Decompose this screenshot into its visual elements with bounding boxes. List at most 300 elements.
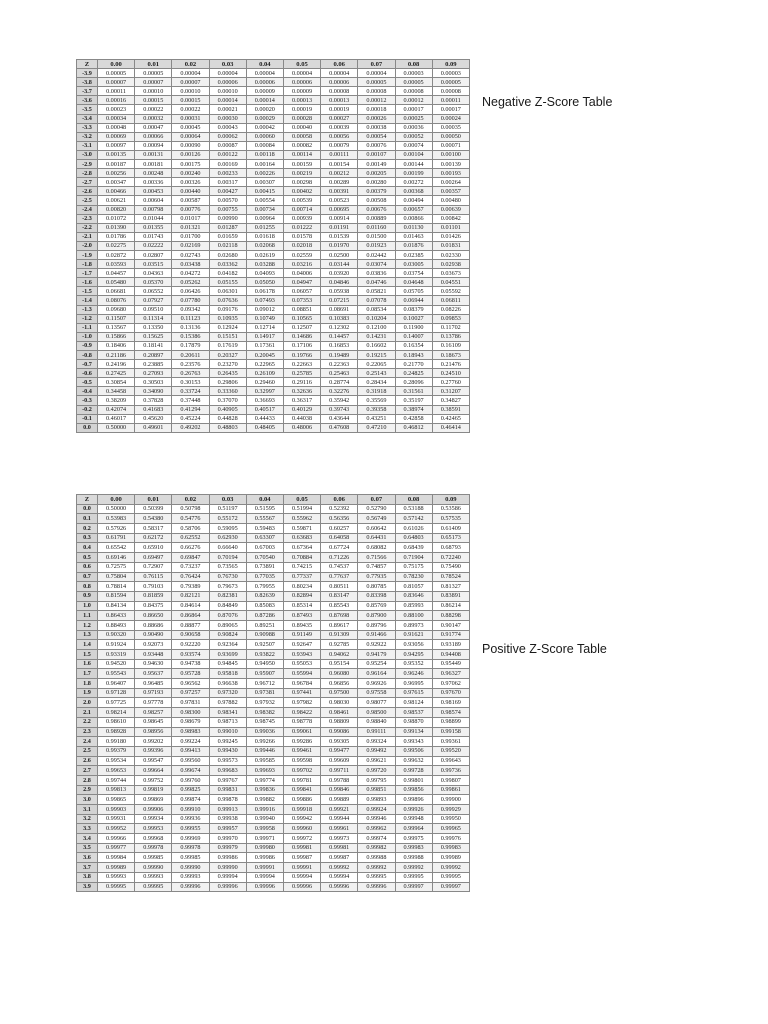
probability-cell: 0.99990 — [209, 863, 246, 873]
probability-cell: 0.00126 — [172, 150, 209, 159]
probability-cell: 0.95543 — [98, 669, 135, 679]
table-row — [77, 232, 470, 241]
probability-cell: 0.00030 — [209, 114, 246, 123]
probability-cell: 0.00014 — [246, 96, 283, 105]
probability-cell: 0.86864 — [172, 611, 209, 621]
probability-cell: 0.34458 — [98, 387, 135, 396]
probability-cell: 0.27425 — [98, 369, 135, 378]
probability-cell: 0.50798 — [172, 504, 209, 514]
probability-cell: 0.89973 — [395, 620, 432, 630]
probability-cell: 0.99767 — [209, 775, 246, 785]
probability-cell: 0.00480 — [432, 196, 469, 205]
table-row — [77, 630, 470, 640]
z-value-cell: 1.4 — [77, 640, 98, 650]
probability-cell: 0.83646 — [395, 591, 432, 601]
probability-cell: 0.00317 — [209, 178, 246, 187]
probability-cell: 0.00076 — [358, 141, 395, 150]
probability-cell: 0.79673 — [209, 582, 246, 592]
column-header: 0.07 — [358, 495, 395, 505]
probability-cell: 0.99430 — [209, 746, 246, 756]
probability-cell: 0.46414 — [432, 423, 469, 432]
probability-cell: 0.96164 — [358, 669, 395, 679]
probability-cell: 0.57142 — [395, 514, 432, 524]
probability-cell: 0.12507 — [283, 323, 320, 332]
probability-cell: 0.00069 — [98, 132, 135, 141]
probability-cell: 0.62172 — [135, 533, 172, 543]
probability-cell: 0.00010 — [135, 87, 172, 96]
probability-cell: 0.05938 — [321, 287, 358, 296]
probability-cell: 0.12924 — [209, 323, 246, 332]
probability-cell: 0.74215 — [283, 562, 320, 572]
probability-cell: 0.99988 — [358, 853, 395, 863]
probability-cell: 0.96856 — [321, 679, 358, 689]
probability-cell: 0.81859 — [135, 591, 172, 601]
probability-cell: 0.00159 — [283, 160, 320, 169]
probability-cell: 0.00047 — [135, 123, 172, 132]
probability-cell: 0.73237 — [172, 562, 209, 572]
probability-cell: 0.95994 — [283, 669, 320, 679]
probability-cell: 0.00090 — [172, 141, 209, 150]
probability-cell: 0.99111 — [358, 727, 395, 737]
table-row — [77, 414, 470, 423]
probability-cell: 0.99996 — [321, 882, 358, 892]
probability-cell: 0.01539 — [321, 232, 358, 241]
probability-cell: 0.99461 — [283, 746, 320, 756]
probability-cell: 0.00939 — [283, 214, 320, 223]
table-row — [77, 562, 470, 572]
probability-cell: 0.00019 — [283, 105, 320, 114]
probability-cell: 0.99995 — [135, 882, 172, 892]
probability-cell: 0.75175 — [395, 562, 432, 572]
probability-cell: 0.01017 — [172, 214, 209, 223]
table-row — [77, 105, 470, 114]
probability-cell: 0.99992 — [395, 863, 432, 873]
probability-cell: 0.63307 — [246, 533, 283, 543]
probability-cell: 0.99653 — [98, 766, 135, 776]
probability-cell: 0.00097 — [98, 141, 135, 150]
probability-cell: 0.00032 — [135, 114, 172, 123]
probability-cell: 0.31207 — [432, 387, 469, 396]
probability-cell: 0.98899 — [432, 717, 469, 727]
probability-cell: 0.93943 — [283, 650, 320, 660]
probability-cell: 0.99948 — [395, 814, 432, 824]
z-value-cell: 3.4 — [77, 834, 98, 844]
probability-cell: 0.00494 — [395, 196, 432, 205]
probability-cell: 0.01426 — [432, 232, 469, 241]
z-value-cell: 2.8 — [77, 775, 98, 785]
table-row — [77, 872, 470, 882]
probability-cell: 0.00031 — [172, 114, 209, 123]
probability-cell: 0.97882 — [209, 698, 246, 708]
probability-cell: 0.03216 — [283, 260, 320, 269]
probability-cell: 0.02619 — [246, 250, 283, 259]
probability-cell: 0.99995 — [98, 882, 135, 892]
probability-cell: 0.00056 — [321, 132, 358, 141]
probability-cell: 0.46017 — [98, 414, 135, 423]
probability-cell: 0.00042 — [246, 123, 283, 132]
probability-cell: 0.00256 — [98, 169, 135, 178]
probability-cell: 0.89796 — [358, 620, 395, 630]
probability-cell: 0.00554 — [246, 196, 283, 205]
probability-cell: 0.99992 — [432, 863, 469, 873]
probability-cell: 0.00604 — [135, 196, 172, 205]
probability-cell: 0.08076 — [98, 296, 135, 305]
negative-table-label: Negative Z-Score Table — [482, 95, 613, 109]
probability-cell: 0.80234 — [283, 582, 320, 592]
probability-cell: 0.00734 — [246, 205, 283, 214]
probability-cell: 0.00014 — [209, 96, 246, 105]
probability-cell: 0.00289 — [321, 178, 358, 187]
table-row — [77, 698, 470, 708]
table-row — [77, 843, 470, 853]
probability-cell: 0.93574 — [172, 650, 209, 660]
probability-cell: 0.00071 — [432, 141, 469, 150]
probability-cell: 0.98300 — [172, 708, 209, 718]
probability-cell: 0.01700 — [172, 232, 209, 241]
probability-cell: 0.97500 — [321, 688, 358, 698]
probability-cell: 0.98983 — [172, 727, 209, 737]
probability-cell: 0.99950 — [432, 814, 469, 824]
probability-cell: 0.99903 — [98, 805, 135, 815]
probability-cell: 0.99795 — [358, 775, 395, 785]
probability-cell: 0.04363 — [135, 269, 172, 278]
probability-cell: 0.05705 — [395, 287, 432, 296]
probability-cell: 0.62552 — [172, 533, 209, 543]
probability-cell: 0.99974 — [358, 834, 395, 844]
probability-cell: 0.38209 — [98, 396, 135, 405]
probability-cell: 0.99702 — [283, 766, 320, 776]
probability-cell: 0.00009 — [246, 87, 283, 96]
probability-cell: 0.99036 — [246, 727, 283, 737]
probability-cell: 0.39743 — [321, 405, 358, 414]
probability-cell: 0.77035 — [246, 572, 283, 582]
probability-cell: 0.99878 — [209, 795, 246, 805]
table-row — [77, 314, 470, 323]
table-row — [77, 396, 470, 405]
table-row — [77, 756, 470, 766]
probability-cell: 0.81057 — [395, 582, 432, 592]
probability-cell: 0.05370 — [135, 278, 172, 287]
probability-cell: 0.00074 — [395, 141, 432, 150]
column-header: 0.08 — [395, 495, 432, 505]
probability-cell: 0.28774 — [321, 378, 358, 387]
probability-cell: 0.00004 — [209, 69, 246, 78]
probability-cell: 0.02872 — [98, 250, 135, 259]
table-row — [77, 141, 470, 150]
probability-cell: 0.97062 — [432, 679, 469, 689]
probability-cell: 0.99813 — [98, 785, 135, 795]
probability-cell: 0.06944 — [395, 296, 432, 305]
z-value-cell: 1.5 — [77, 650, 98, 660]
z-value-cell: -3.4 — [77, 114, 98, 123]
probability-cell: 0.00453 — [135, 187, 172, 196]
probability-cell: 0.06552 — [135, 287, 172, 296]
probability-cell: 0.99506 — [395, 746, 432, 756]
probability-cell: 0.00639 — [432, 205, 469, 214]
probability-cell: 0.00012 — [395, 96, 432, 105]
probability-cell: 0.99981 — [321, 843, 358, 853]
probability-cell: 0.98928 — [98, 727, 135, 737]
probability-cell: 0.64803 — [395, 533, 432, 543]
probability-cell: 0.99924 — [358, 805, 395, 815]
probability-cell: 0.99266 — [246, 737, 283, 747]
probability-cell: 0.14231 — [358, 332, 395, 341]
table-row — [77, 543, 470, 553]
probability-cell: 0.00005 — [358, 78, 395, 87]
probability-cell: 0.99983 — [395, 843, 432, 853]
probability-cell: 0.68793 — [432, 543, 469, 553]
probability-cell: 0.18141 — [135, 341, 172, 350]
probability-cell: 0.60257 — [321, 524, 358, 534]
probability-cell: 0.48803 — [209, 423, 246, 432]
z-value-cell: 0.0 — [77, 423, 98, 432]
probability-cell: 0.65173 — [432, 533, 469, 543]
z-value-cell: 0.6 — [77, 562, 98, 572]
z-value-cell: -2.1 — [77, 232, 98, 241]
probability-cell: 0.99978 — [135, 843, 172, 853]
probability-cell: 0.98382 — [246, 708, 283, 718]
probability-cell: 0.56356 — [321, 514, 358, 524]
column-header: 0.09 — [432, 60, 469, 69]
probability-cell: 0.99993 — [172, 872, 209, 882]
z-value-cell: 1.6 — [77, 659, 98, 669]
probability-cell: 0.16602 — [358, 341, 395, 350]
probability-cell: 0.99978 — [172, 843, 209, 853]
z-value-cell: 2.5 — [77, 746, 98, 756]
table-row — [77, 223, 470, 232]
probability-cell: 0.89435 — [283, 620, 320, 630]
probability-cell: 0.03005 — [395, 260, 432, 269]
probability-cell: 0.00034 — [98, 114, 135, 123]
probability-cell: 0.99865 — [98, 795, 135, 805]
probability-cell: 0.01160 — [358, 223, 395, 232]
table-row — [77, 250, 470, 259]
probability-cell: 0.66640 — [209, 543, 246, 553]
probability-cell: 0.00368 — [395, 187, 432, 196]
probability-cell: 0.99886 — [283, 795, 320, 805]
probability-cell: 0.99971 — [246, 834, 283, 844]
column-header: 0.09 — [432, 495, 469, 505]
table-row — [77, 640, 470, 650]
probability-cell: 0.99343 — [395, 737, 432, 747]
probability-cell: 0.00003 — [432, 69, 469, 78]
probability-cell: 0.18673 — [432, 351, 469, 360]
probability-cell: 0.89065 — [209, 620, 246, 630]
probability-cell: 0.96327 — [432, 669, 469, 679]
probability-cell: 0.69847 — [172, 553, 209, 563]
probability-cell: 0.02118 — [209, 241, 246, 250]
z-value-cell: -0.4 — [77, 387, 98, 396]
table-row — [77, 123, 470, 132]
column-header: 0.06 — [321, 60, 358, 69]
probability-cell: 0.97982 — [283, 698, 320, 708]
probability-cell: 0.99446 — [246, 746, 283, 756]
probability-cell: 0.39358 — [358, 405, 395, 414]
probability-cell: 0.98257 — [135, 708, 172, 718]
probability-cell: 0.58706 — [172, 524, 209, 534]
probability-cell: 0.13786 — [432, 332, 469, 341]
probability-cell: 0.99361 — [432, 737, 469, 747]
probability-cell: 0.53188 — [395, 504, 432, 514]
probability-cell: 0.84849 — [209, 601, 246, 611]
probability-cell: 0.22663 — [283, 360, 320, 369]
probability-cell: 0.00084 — [246, 141, 283, 150]
table-row — [77, 132, 470, 141]
probability-cell: 0.00149 — [358, 160, 395, 169]
probability-cell: 0.11900 — [395, 323, 432, 332]
probability-cell: 0.00066 — [135, 132, 172, 141]
probability-cell: 0.00079 — [321, 141, 358, 150]
probability-cell: 0.99944 — [321, 814, 358, 824]
probability-cell: 0.98840 — [358, 717, 395, 727]
probability-cell: 0.99964 — [395, 824, 432, 834]
probability-cell: 0.00539 — [283, 196, 320, 205]
probability-cell: 0.44433 — [246, 414, 283, 423]
probability-cell: 0.99996 — [246, 882, 283, 892]
probability-cell: 0.99720 — [358, 766, 395, 776]
probability-cell: 0.97558 — [358, 688, 395, 698]
table-row — [77, 853, 470, 863]
probability-cell: 0.01101 — [432, 223, 469, 232]
probability-cell: 0.46812 — [395, 423, 432, 432]
table-row — [77, 514, 470, 524]
z-value-cell: 0.3 — [77, 533, 98, 543]
probability-cell: 0.99953 — [135, 824, 172, 834]
probability-cell: 0.01743 — [135, 232, 172, 241]
probability-cell: 0.00990 — [209, 214, 246, 223]
probability-cell: 0.02807 — [135, 250, 172, 259]
probability-cell: 0.99324 — [358, 737, 395, 747]
probability-cell: 0.59871 — [283, 524, 320, 534]
z-value-cell: 0.9 — [77, 591, 98, 601]
probability-cell: 0.99972 — [283, 834, 320, 844]
probability-cell: 0.10565 — [283, 314, 320, 323]
probability-cell: 0.26435 — [209, 369, 246, 378]
probability-cell: 0.15386 — [172, 332, 209, 341]
probability-cell: 0.99674 — [172, 766, 209, 776]
probability-cell: 0.15151 — [209, 332, 246, 341]
probability-cell: 0.54776 — [172, 514, 209, 524]
probability-cell: 0.00004 — [283, 69, 320, 78]
table-row — [77, 620, 470, 630]
probability-cell: 0.99979 — [209, 843, 246, 853]
table-row — [77, 187, 470, 196]
probability-cell: 0.00379 — [358, 187, 395, 196]
probability-cell: 0.05821 — [358, 287, 395, 296]
probability-cell: 0.72575 — [98, 562, 135, 572]
probability-cell: 0.81594 — [98, 591, 135, 601]
z-value-cell: 2.9 — [77, 785, 98, 795]
z-value-cell: 0.8 — [77, 582, 98, 592]
probability-cell: 0.99683 — [209, 766, 246, 776]
z-value-cell: 3.1 — [77, 805, 98, 815]
probability-cell: 0.26763 — [172, 369, 209, 378]
probability-cell: 0.74537 — [321, 562, 358, 572]
probability-cell: 0.96995 — [395, 679, 432, 689]
probability-cell: 0.19215 — [358, 351, 395, 360]
probability-cell: 0.97128 — [98, 688, 135, 698]
column-header: 0.00 — [98, 60, 135, 69]
probability-cell: 0.35569 — [358, 396, 395, 405]
probability-cell: 0.90320 — [98, 630, 135, 640]
probability-cell: 0.03144 — [321, 260, 358, 269]
probability-cell: 0.13350 — [135, 323, 172, 332]
table-row — [77, 205, 470, 214]
probability-cell: 0.00357 — [432, 187, 469, 196]
probability-cell: 0.60642 — [358, 524, 395, 534]
probability-cell: 0.89617 — [321, 620, 358, 630]
probability-cell: 0.99996 — [172, 882, 209, 892]
table-row — [77, 650, 470, 660]
probability-cell: 0.00003 — [395, 69, 432, 78]
probability-cell: 0.01618 — [246, 232, 283, 241]
table-row — [77, 78, 470, 87]
z-value-cell: -2.2 — [77, 223, 98, 232]
probability-cell: 0.67003 — [246, 543, 283, 553]
probability-cell: 0.21186 — [98, 351, 135, 360]
table-row — [77, 572, 470, 582]
probability-cell: 0.99910 — [172, 805, 209, 815]
probability-cell: 0.02275 — [98, 241, 135, 250]
table-row — [77, 169, 470, 178]
probability-cell: 0.00169 — [209, 160, 246, 169]
z-value-cell: -1.1 — [77, 323, 98, 332]
probability-cell: 0.44828 — [209, 414, 246, 423]
probability-cell: 0.04551 — [432, 278, 469, 287]
probability-cell: 0.16853 — [321, 341, 358, 350]
probability-cell: 0.91924 — [98, 640, 135, 650]
probability-cell: 0.97193 — [135, 688, 172, 698]
z-value-cell: 3.2 — [77, 814, 98, 824]
probability-cell: 0.00889 — [358, 214, 395, 223]
probability-cell: 0.40517 — [246, 405, 283, 414]
probability-cell: 0.99819 — [135, 785, 172, 795]
probability-cell: 0.24825 — [395, 369, 432, 378]
probability-cell: 0.37070 — [209, 396, 246, 405]
probability-cell: 0.98214 — [98, 708, 135, 718]
table-row — [77, 214, 470, 223]
probability-cell: 0.03515 — [135, 260, 172, 269]
probability-cell: 0.99202 — [135, 737, 172, 747]
z-value-cell: 2.6 — [77, 756, 98, 766]
probability-cell: 0.98745 — [246, 717, 283, 727]
probability-cell: 0.99585 — [246, 756, 283, 766]
probability-cell: 0.00028 — [283, 114, 320, 123]
probability-cell: 0.04182 — [209, 269, 246, 278]
probability-cell: 0.99061 — [283, 727, 320, 737]
probability-cell: 0.88877 — [172, 620, 209, 630]
probability-cell: 0.01786 — [98, 232, 135, 241]
column-header: 0.02 — [172, 60, 209, 69]
probability-cell: 0.00054 — [358, 132, 395, 141]
table-row — [77, 717, 470, 727]
probability-cell: 0.99305 — [321, 737, 358, 747]
probability-cell: 0.00212 — [321, 169, 358, 178]
probability-cell: 0.00064 — [172, 132, 209, 141]
table-row — [77, 834, 470, 844]
probability-cell: 0.00820 — [98, 205, 135, 214]
probability-cell: 0.00240 — [172, 169, 209, 178]
probability-cell: 0.38591 — [432, 405, 469, 414]
table-row — [77, 679, 470, 689]
probability-cell: 0.09342 — [172, 305, 209, 314]
probability-cell: 0.22065 — [358, 360, 395, 369]
probability-cell: 0.98610 — [98, 717, 135, 727]
probability-cell: 0.00154 — [321, 160, 358, 169]
probability-cell: 0.13136 — [172, 323, 209, 332]
probability-cell: 0.27760 — [432, 378, 469, 387]
probability-cell: 0.95818 — [209, 669, 246, 679]
